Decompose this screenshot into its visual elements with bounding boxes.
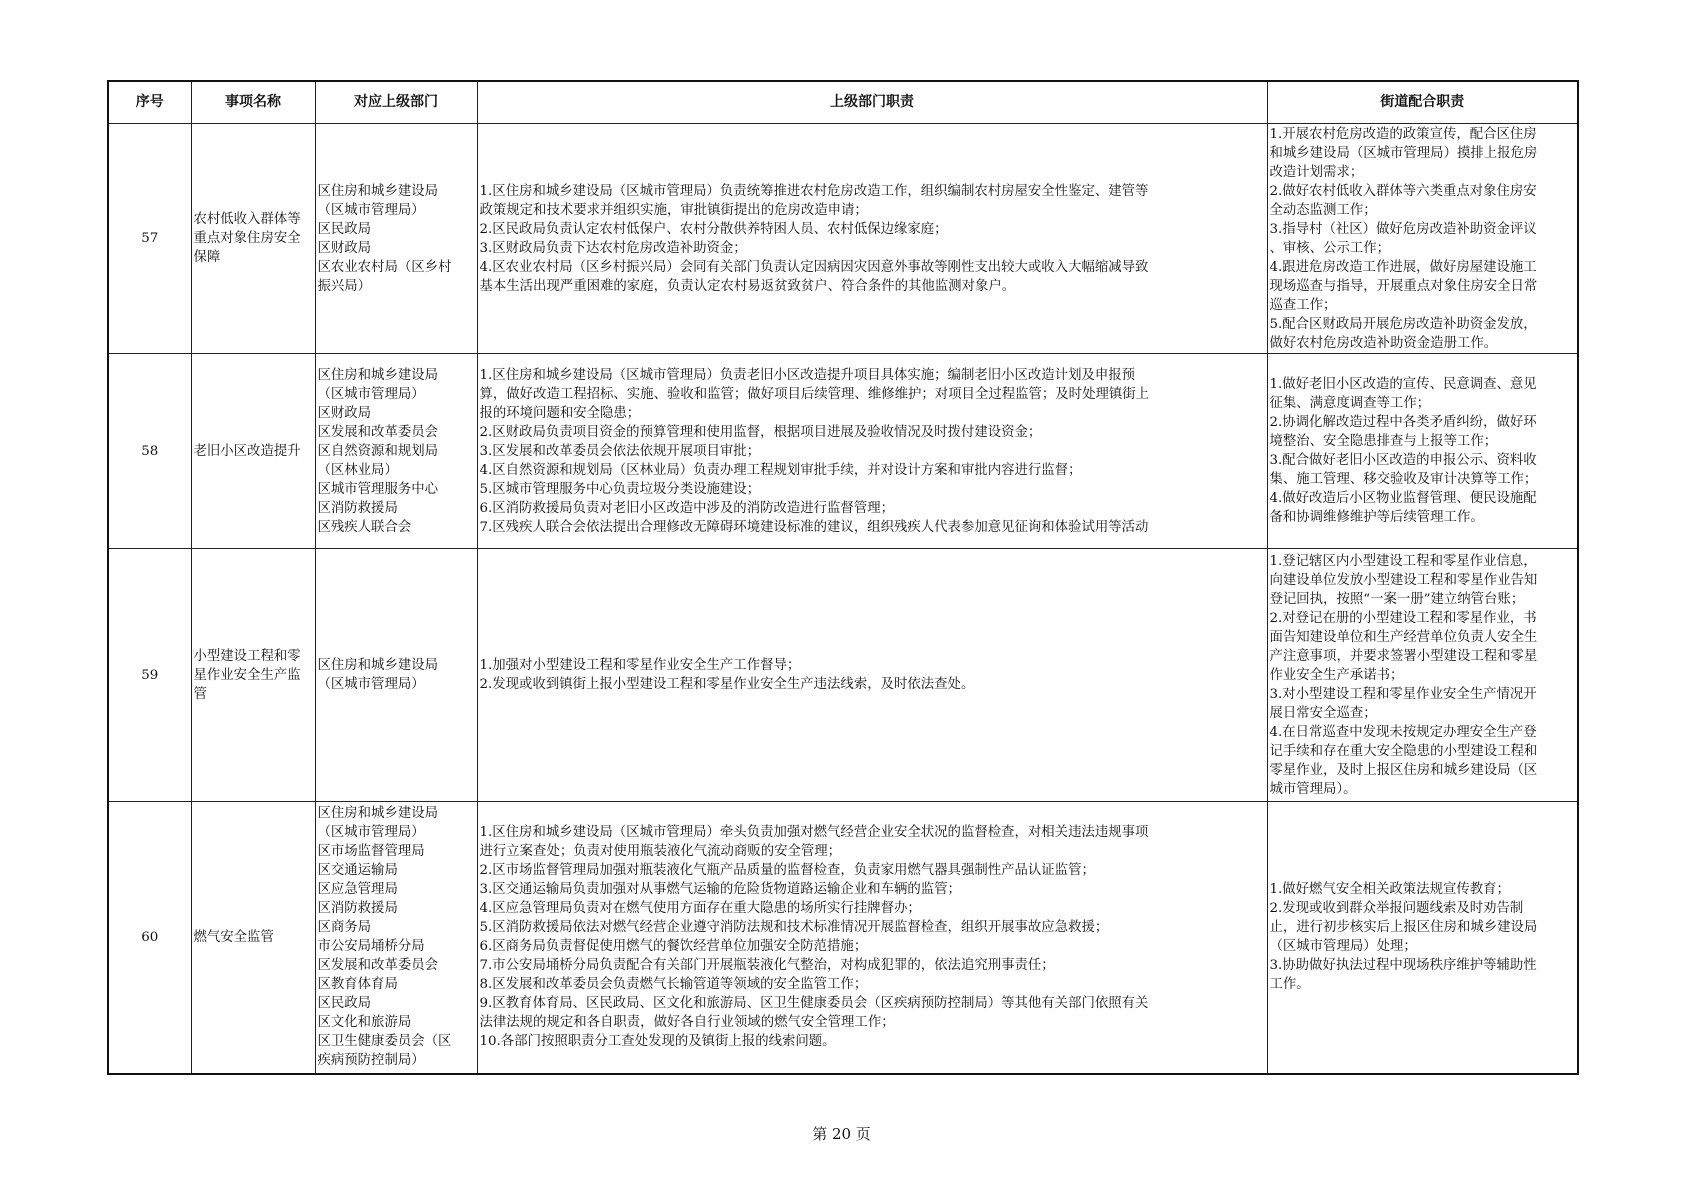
coop-cell: [1267, 549, 1578, 802]
department-line: 区残疾人联合会: [317, 519, 412, 535]
duty-line: 7.市公安局埇桥分局负责配合有关部门开展瓶装液化气整治，对构成犯罪的，依法追究刑事责任；: [479, 958, 1055, 974]
duty-table: [107, 80, 1579, 1075]
duty-line: 法律法规的规定和各自职责，做好各自行业领域的燃气安全管理工作；: [479, 1015, 895, 1031]
department-line: 区发展和改革委员会: [317, 424, 439, 440]
duty-line: 9.区教育体育局、区民政局、区文化和旅游局、区卫生健康委员会（区疾病预防控制局）等其他有关部门依照有关: [479, 996, 1149, 1012]
department-line: 区财政局: [317, 405, 372, 421]
coop-duty-line: 5.配合区财政局开展危房改造补助资金发放，: [1269, 316, 1537, 332]
department-line: 区文化和旅游局: [317, 1015, 412, 1031]
duty-line: 6.区商务局负责督促使用燃气的餐饮经营单位加强安全防范措施；: [479, 939, 868, 955]
department-line: 区市场监督管理局: [317, 844, 425, 860]
coop-duty-line: 征集、满意度调查等工作；: [1269, 396, 1431, 411]
depts-cell: [315, 549, 477, 802]
coop-duty-line: 工作。: [1269, 977, 1310, 993]
coop-duty-line: 2.做好农村低收入群体等六类重点对象住房安: [1269, 183, 1537, 199]
duty-line: 10.各部门按照职责分工查处发现的及镇街上报的线索问题。: [479, 1034, 836, 1050]
coop-duty-line: 做好农村危房改造补助资金造册工作。: [1269, 335, 1498, 351]
coop-duty-line: 零星作业，及时上报区住房和城乡建设局（区: [1269, 762, 1538, 778]
coop-duty-line: 2.对登记在册的小型建设工程和零星作业，书: [1269, 610, 1537, 626]
department-line: 区住房和城乡建设局: [317, 367, 439, 383]
department-line: 区商务局: [317, 920, 372, 936]
department-line: 疾病预防控制局）: [317, 1053, 425, 1069]
duties-cell: [477, 549, 1267, 802]
item-name: 小型建设工程和零星作业安全生产监管: [191, 549, 315, 802]
coop-duty-line: 面告知建设单位和生产经营单位负责人安全生: [1269, 629, 1538, 645]
duty-line: 1.加强对小型建设工程和零星作业安全生产工作督导；: [479, 658, 801, 673]
table-body: [108, 124, 1578, 1074]
row-number: 59: [108, 549, 191, 802]
department-line: 区自然资源和规划局: [317, 443, 439, 459]
department-line: 区教育体育局: [317, 977, 398, 993]
department-line: 区民政局: [317, 996, 372, 1012]
coop-duty-line: 集、施工管理、移交验收及审计决算等工作；: [1269, 472, 1538, 487]
coop-duty-line: 4.跟进危房改造工作进展，做好房屋建设施工: [1269, 259, 1537, 275]
header-duties: 上级部门职责: [477, 81, 1267, 124]
department-line: （区城市管理局）: [317, 386, 425, 402]
coop-duty-line: 4.在日常巡查中发现未按规定办理安全生产登: [1269, 724, 1537, 740]
department-line: 区卫生健康委员会（区: [317, 1034, 452, 1050]
coop-duty-line: 和城乡建设局（区城市管理局）摸排上报危房: [1269, 145, 1538, 161]
department-line: 区财政局: [317, 240, 372, 256]
department-line: 区民政局: [317, 221, 372, 237]
duty-line: 4.区自然资源和规划局（区林业局）负责办理工程规划审批手续，并对设计方案和审批内容进行监督；: [479, 462, 1082, 478]
duty-line: 1.区住房和城乡建设局（区城市管理局）负责统筹推进农村危房改造工作，组织编制农村房屋安全性鉴定、建管等: [479, 183, 1149, 199]
department-line: （区城市管理局）: [317, 677, 425, 692]
table-header-row: [108, 81, 1578, 124]
duty-line: 算，做好改造工程招标、实施、验收和监管；做好项目后续管理、维修维护；对项目全过程监管；及时处理镇街上: [479, 386, 1150, 402]
duty-line: 4.区农业农村局（区乡村振兴局）会同有关部门负责认定因病因灾因意外事故等刚性支出较大或收入大幅缩减导致: [479, 259, 1149, 275]
department-line: 区应急管理局: [317, 882, 398, 898]
duty-line: 1.区住房和城乡建设局（区城市管理局）负责老旧小区改造提升项目具体实施；编制老旧小区改造计划及申报预: [479, 367, 1136, 383]
coop-duty-line: 记手续和存在重大安全隐患的小型建设工程和: [1269, 743, 1538, 759]
coop-duty-line: 全动态监测工作；: [1269, 202, 1377, 218]
department-line: 区住房和城乡建设局: [317, 658, 439, 673]
coop-duty-line: 3.对小型建设工程和零星作业安全生产情况开: [1269, 686, 1537, 702]
coop-duty-line: 1.做好燃气安全相关政策法规宣传教育；: [1269, 882, 1510, 898]
duty-line: 7.区残疾人联合会依法提出合理修改无障碍环境建设标准的建议，组织残疾人代表参加意见征询和体验试用等活动: [479, 519, 1149, 535]
coop-duty-line: （区城市管理局）处理；: [1269, 939, 1417, 955]
table-row: [108, 549, 1578, 802]
department-line: 区消防救援局: [317, 500, 398, 516]
header-coop: 街道配合职责: [1267, 81, 1578, 124]
duty-line: 5.区城市管理服务中心负责垃圾分类设施建设；: [479, 481, 761, 497]
coop-duty-line: 作业安全生产承诺书；: [1269, 667, 1404, 683]
coop-duty-line: 产注意事项，并要求签署小型建设工程和零星: [1269, 648, 1538, 664]
coop-duty-line: 3.指导村（社区）做好危房改造补助资金评议: [1269, 221, 1537, 237]
row-number: 57: [108, 124, 191, 354]
duty-line: 8.区发展和改革委员会负责燃气长输管道等领域的安全监管工作；: [479, 977, 868, 993]
row-number: 60: [108, 802, 191, 1074]
duties-cell: [477, 802, 1267, 1074]
duties-cell: [477, 354, 1267, 549]
coop-duty-line: 备和协调维修维护等后续管理工作。: [1269, 510, 1484, 525]
duty-line: 2.发现或收到镇街上报小型建设工程和零星作业安全生产违法线索，及时依法查处。: [479, 677, 975, 692]
duty-line: 4.区应急管理局负责对在燃气使用方面存在重大隐患的场所实行挂牌督办；: [479, 901, 921, 917]
duty-line: 2.区财政局负责项目资金的预算管理和使用监督，根据项目进展及验收情况及时拨付建设资金；: [479, 424, 1042, 440]
duty-line: 1.区住房和城乡建设局（区城市管理局）牵头负责加强对燃气经营企业安全状况的监督检查，对相关违法违规事项: [479, 825, 1149, 841]
department-line: （区城市管理局）: [317, 825, 425, 841]
depts-cell: [315, 802, 477, 1074]
duty-line: 6.区消防救援局负责对老旧小区改造中涉及的消防改造进行监督管理；: [479, 500, 894, 516]
duty-line: 进行立案查处；负责对使用瓶装液化气流动商贩的安全管理；: [479, 844, 842, 860]
page-footer: 第 20 页: [812, 1125, 871, 1143]
coop-duty-line: 止，进行初步核实后上报区住房和城乡建设局: [1269, 920, 1538, 936]
item-name: 农村低收入群体等重点对象住房安全保障: [191, 124, 315, 354]
header-item-name: 事项名称: [191, 81, 315, 124]
duty-line: 3.区发展和改革委员会依法依规开展项目审批；: [479, 443, 761, 459]
duty-line: 基本生活出现严重困难的家庭，负责认定农村易返贫致贫户、符合条件的其他监测对象户。: [479, 278, 1016, 294]
duty-line: 3.区交通运输局负责加强对从事燃气运输的危险货物道路运输企业和车辆的监管；: [479, 882, 961, 898]
coop-duty-line: 巡查工作；: [1269, 297, 1337, 313]
coop-cell: [1267, 124, 1578, 354]
duty-line: 2.区市场监督管理局加强对瓶装液化气瓶产品质量的监督检查，负责家用燃气器具强制性产品认证监管；: [479, 863, 1095, 879]
duty-line: 报的环境问题和安全隐患；: [479, 405, 641, 421]
depts-cell: [315, 124, 477, 354]
coop-duty-line: 登记回执，按照“一案一册”建立纳管台账；: [1269, 591, 1525, 607]
header-dept: 对应上级部门: [315, 81, 477, 124]
duty-line: 3.区财政局负责下达农村危房改造补助资金；: [479, 240, 747, 256]
coop-duty-line: 向建设单位发放小型建设工程和零星作业告知: [1269, 572, 1538, 588]
coop-duty-line: 1.做好老旧小区改造的宣传、民意调查、意见: [1269, 377, 1537, 392]
coop-duty-line: 展日常安全巡查；: [1269, 705, 1377, 721]
table-row: [108, 354, 1578, 549]
duties-cell: [477, 124, 1267, 354]
department-line: 市公安局埇桥分局: [317, 939, 425, 955]
department-line: 区发展和改革委员会: [317, 958, 439, 974]
coop-cell: [1267, 802, 1578, 1074]
coop-duty-line: 2.协调化解改造过程中各类矛盾纠纷，做好环: [1269, 415, 1537, 430]
duty-line: 政策规定和技术要求并组织实施，审批镇街提出的危房改造申请；: [479, 202, 868, 218]
coop-duty-line: 境整治、安全隐患排查与上报等工作；: [1269, 434, 1498, 449]
department-line: （区林业局）: [317, 462, 398, 478]
coop-duty-line: 现场巡查与指导，开展重点对象住房安全日常: [1269, 278, 1538, 294]
table-row: [108, 802, 1578, 1074]
coop-duty-line: 改造计划需求；: [1269, 164, 1364, 180]
department-line: （区城市管理局）: [317, 202, 425, 218]
duty-line: 2.区民政局负责认定农村低保户、农村分散供养特困人员、农村低保边缘家庭；: [479, 221, 948, 237]
duty-line: 5.区消防救援局依法对燃气经营企业遵守消防法规和技术标准情况开展监督检查，组织开展事故应急救援；: [479, 920, 1109, 936]
department-line: 区消防救援局: [317, 901, 398, 917]
department-line: 区住房和城乡建设局: [317, 806, 439, 822]
depts-cell: [315, 354, 477, 549]
coop-duty-line: 、审核、公示工作；: [1269, 240, 1391, 256]
department-line: 振兴局）: [317, 278, 372, 294]
row-number: 58: [108, 354, 191, 549]
coop-cell: [1267, 354, 1578, 549]
coop-duty-line: 1.开展农村危房改造的政策宣传，配合区住房: [1269, 126, 1537, 142]
department-line: 区住房和城乡建设局: [317, 183, 439, 199]
coop-duty-line: 3.配合做好老旧小区改造的申报公示、资料收: [1269, 453, 1537, 468]
department-line: 区农业农村局（区乡村: [317, 259, 452, 275]
coop-duty-line: 4.做好改造后小区物业监督管理、便民设施配: [1269, 491, 1537, 506]
coop-duty-line: 城市管理局）。: [1269, 781, 1357, 797]
coop-duty-line: 1.登记辖区内小型建设工程和零星作业信息，: [1269, 553, 1537, 569]
coop-duty-line: 3.协助做好执法过程中现场秩序维护等辅助性: [1269, 958, 1537, 974]
table-row: [108, 124, 1578, 354]
header-no: 序号: [108, 81, 191, 124]
coop-duty-line: 2.发现或收到群众举报问题线索及时劝告制: [1269, 901, 1524, 917]
item-name: 老旧小区改造提升: [191, 354, 315, 549]
item-name: 燃气安全监管: [191, 802, 315, 1074]
department-line: 区城市管理服务中心: [317, 481, 439, 497]
department-line: 区交通运输局: [317, 863, 398, 879]
